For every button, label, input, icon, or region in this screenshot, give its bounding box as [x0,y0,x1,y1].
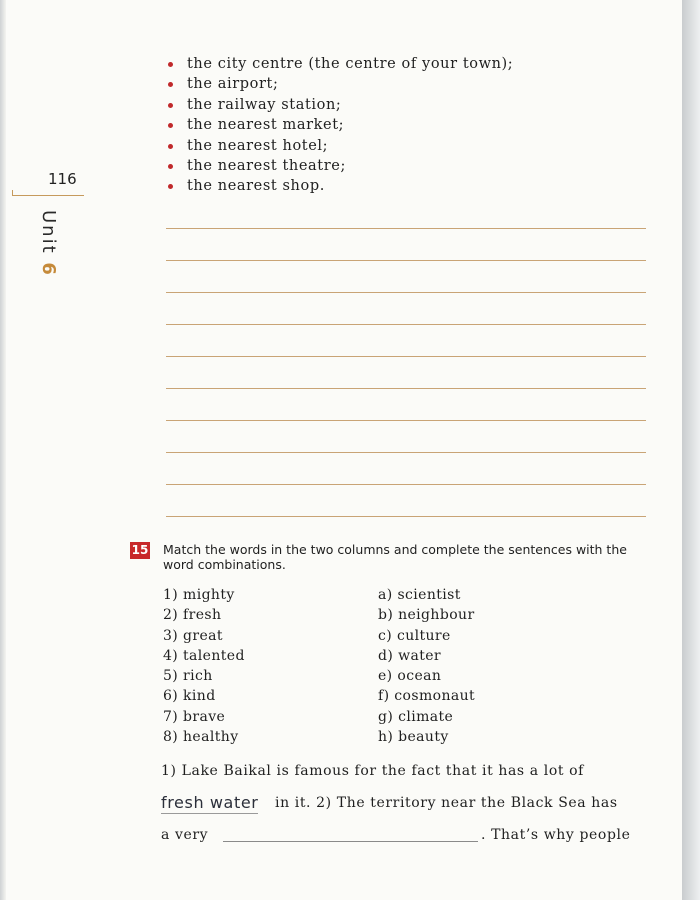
list-item: the city centre (the centre of your town); [166,54,513,74]
exercise-sentences [161,763,645,859]
writing-line[interactable] [166,516,646,517]
right-word: c) culture [378,627,451,644]
right-word: h) beauty [378,729,449,746]
left-word: 7) brave [163,708,226,725]
answer-blank[interactable] [223,827,478,842]
sentence-text: a very [161,827,209,843]
places-list [166,54,513,197]
writing-line[interactable] [166,452,646,453]
list-item: the nearest shop. [166,176,513,196]
right-word: e) ocean [378,668,442,685]
left-word: 3) great [163,627,223,644]
margin-rule [12,195,84,196]
sentence-line [161,763,645,795]
writing-line[interactable] [166,324,646,325]
writing-line[interactable] [166,388,646,389]
margin-rule-tick [12,190,13,196]
unit-label [38,210,59,277]
left-word: 6) kind [163,688,216,705]
left-word: 8) healthy [163,729,239,746]
sentence-line [161,795,645,827]
sentence-text: 1) Lake Baikal is famous for the fact that it has a lot of [161,763,584,779]
right-word-column [378,585,475,747]
right-word: g) climate [378,708,454,725]
list-item: the railway station; [166,95,513,115]
page-number: 116 [48,170,77,188]
list-item: the nearest market; [166,115,513,135]
page-binding [0,0,6,900]
exercise-number-badge: 15 [131,543,149,557]
left-word-column [163,585,245,747]
exercise-instruction: Match the words in the two columns and complete the sentences with the word combinations. [163,542,627,572]
page-edge [682,0,700,900]
left-word: 5) rich [163,668,213,685]
list-item: the nearest theatre; [166,156,513,176]
unit-word: Unit [38,210,59,255]
list-item: the nearest hotel; [166,136,513,156]
writing-line[interactable] [166,292,646,293]
writing-line[interactable] [166,356,646,357]
writing-line[interactable] [166,484,646,485]
right-word: f) cosmonaut [378,688,476,705]
writing-lines[interactable] [166,228,646,548]
left-word: 4) talented [163,647,245,664]
right-word: b) neighbour [378,607,475,624]
sentence-text: . That’s why people [481,827,631,843]
sentence-line [161,827,645,859]
sentence-text: in it. 2) The territory near the Black Sea has [275,795,618,811]
handwritten-answer[interactable]: fresh water [161,793,259,812]
left-word: 1) mighty [163,587,235,603]
list-item: the airport; [166,74,513,94]
left-word: 2) fresh [163,607,222,624]
writing-line[interactable] [166,420,646,421]
writing-line[interactable] [166,260,646,261]
writing-line[interactable] [166,228,646,229]
unit-number: 6 [38,262,59,277]
right-word: d) water [378,647,442,664]
right-word: a) scientist [378,587,461,603]
